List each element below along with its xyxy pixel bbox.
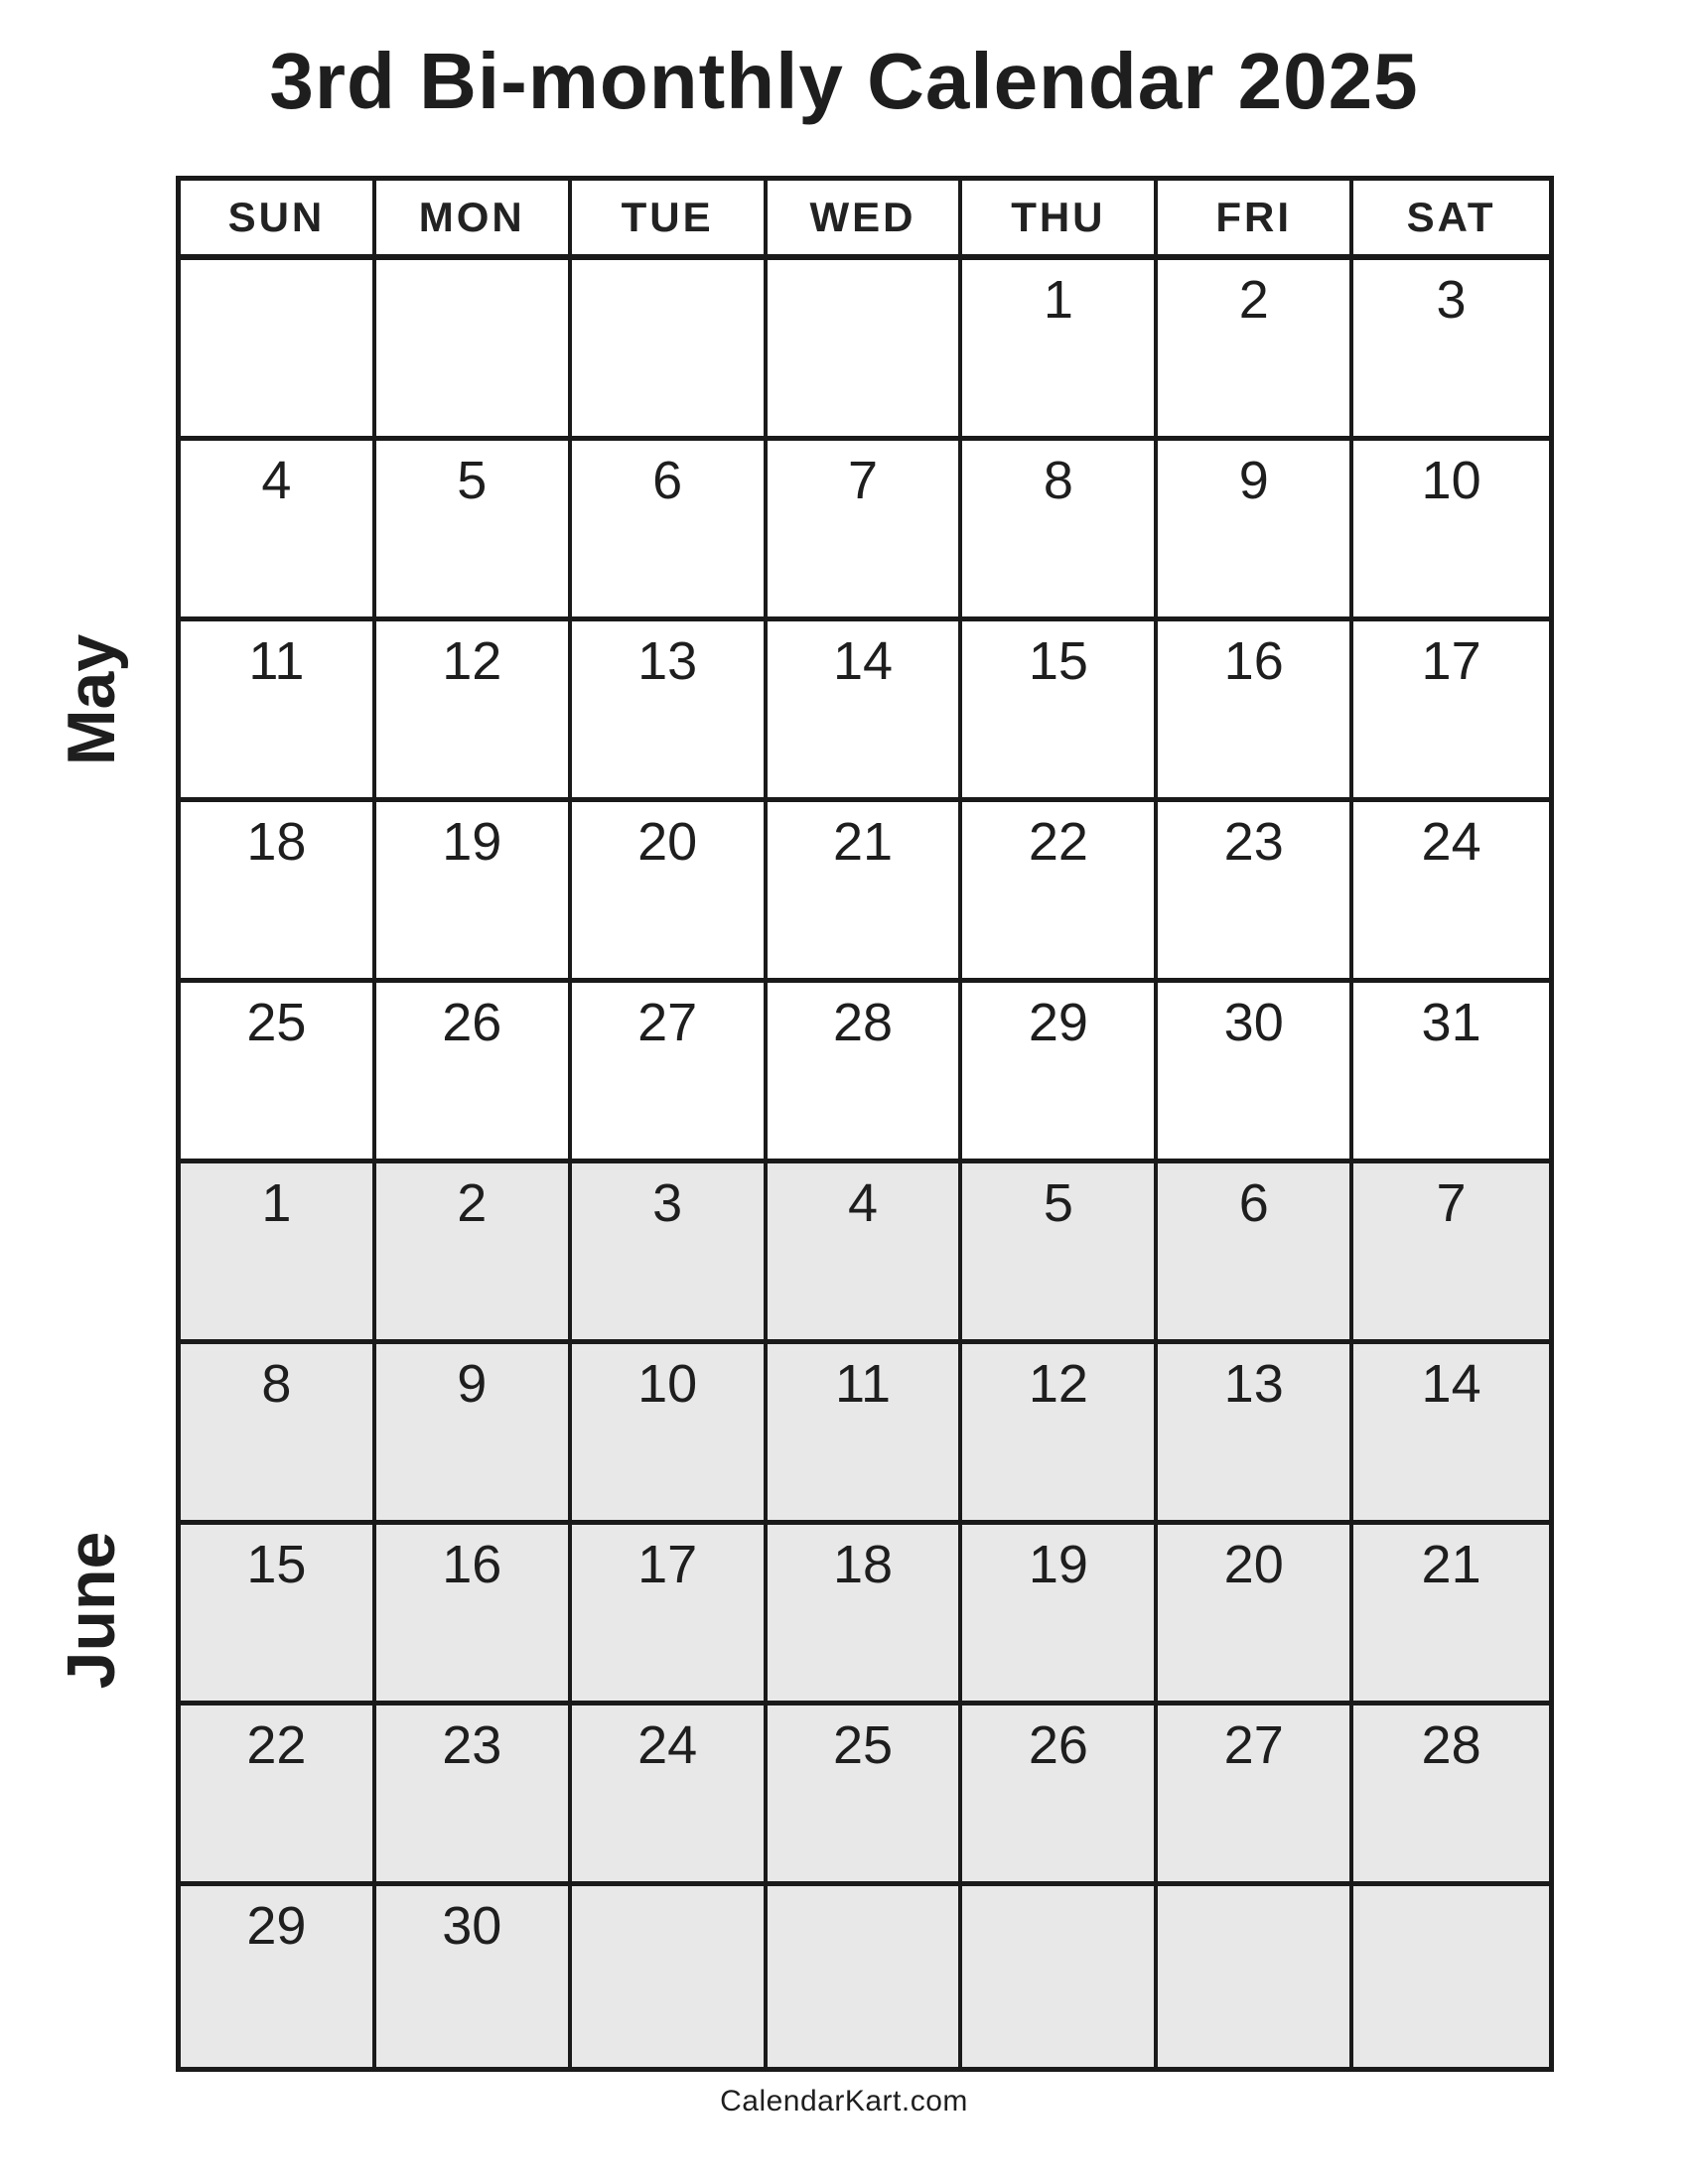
date-cell: 1 [181,1163,376,1344]
footer-site-credit: CalendarKart.com [720,2085,968,2117]
date-cell: 7 [768,441,963,621]
date-cell: 8 [181,1344,376,1525]
day-header-fri: FRI [1158,181,1353,260]
day-header-sun: SUN [181,181,376,260]
date-cell: 2 [1158,260,1353,441]
day-header-sat: SAT [1353,181,1549,260]
date-cell: 15 [962,621,1158,802]
date-cell: 21 [1353,1525,1549,1706]
date-cell: 14 [768,621,963,802]
date-cell: 7 [1353,1163,1549,1344]
date-cell: 22 [181,1706,376,1886]
calendar-grid [176,176,1554,2072]
date-cell: 29 [181,1886,376,2067]
date-cell: 28 [768,983,963,1163]
date-cell: 24 [572,1706,768,1886]
date-cell: 16 [1158,621,1353,802]
date-cell: 6 [572,441,768,621]
date-cell: 25 [181,983,376,1163]
date-cell: 14 [1353,1344,1549,1525]
date-cell: 3 [1353,260,1549,441]
date-cell [376,260,572,441]
date-cell: 9 [1158,441,1353,621]
month-label-may: May [54,633,129,766]
day-header-wed: WED [768,181,963,260]
date-cell: 28 [1353,1706,1549,1886]
day-header-tue: TUE [572,181,768,260]
date-cell: 9 [376,1344,572,1525]
date-cell: 10 [1353,441,1549,621]
date-cell [768,260,963,441]
day-header-thu: THU [962,181,1158,260]
date-cell: 23 [376,1706,572,1886]
date-cell: 26 [376,983,572,1163]
date-cell: 30 [1158,983,1353,1163]
date-cell: 11 [768,1344,963,1525]
date-cell: 4 [181,441,376,621]
date-cell: 8 [962,441,1158,621]
date-cell: 13 [572,621,768,802]
month-label-june: June [54,1531,129,1690]
day-header-mon: MON [376,181,572,260]
date-cell: 19 [962,1525,1158,1706]
date-cell: 18 [181,802,376,983]
date-cell: 27 [1158,1706,1353,1886]
date-cell: 31 [1353,983,1549,1163]
date-cell: 17 [572,1525,768,1706]
date-cell: 26 [962,1706,1158,1886]
date-cell: 29 [962,983,1158,1163]
date-cell: 18 [768,1525,963,1706]
date-cell [1158,1886,1353,2067]
date-cell: 4 [768,1163,963,1344]
date-cell [572,260,768,441]
date-cell: 27 [572,983,768,1163]
date-cell: 3 [572,1163,768,1344]
date-cell: 5 [962,1163,1158,1344]
date-cell: 25 [768,1706,963,1886]
date-cell: 5 [376,441,572,621]
date-cell: 17 [1353,621,1549,802]
date-cell: 21 [768,802,963,983]
date-cell: 15 [181,1525,376,1706]
date-cell: 13 [1158,1344,1353,1525]
date-cell [768,1886,963,2067]
date-cell: 24 [1353,802,1549,983]
date-cell: 30 [376,1886,572,2067]
date-cell: 11 [181,621,376,802]
date-cell: 20 [1158,1525,1353,1706]
date-cell: 2 [376,1163,572,1344]
date-cell [962,1886,1158,2067]
date-cell: 1 [962,260,1158,441]
date-cell: 12 [962,1344,1158,1525]
date-cell [181,260,376,441]
date-cell: 16 [376,1525,572,1706]
date-cell [572,1886,768,2067]
date-cell: 23 [1158,802,1353,983]
date-cell: 19 [376,802,572,983]
date-cell: 12 [376,621,572,802]
date-cell: 22 [962,802,1158,983]
date-cell: 10 [572,1344,768,1525]
date-cell [1353,1886,1549,2067]
date-cell: 20 [572,802,768,983]
date-cell: 6 [1158,1163,1353,1344]
page-title: 3rd Bi-monthly Calendar 2025 [269,37,1419,125]
